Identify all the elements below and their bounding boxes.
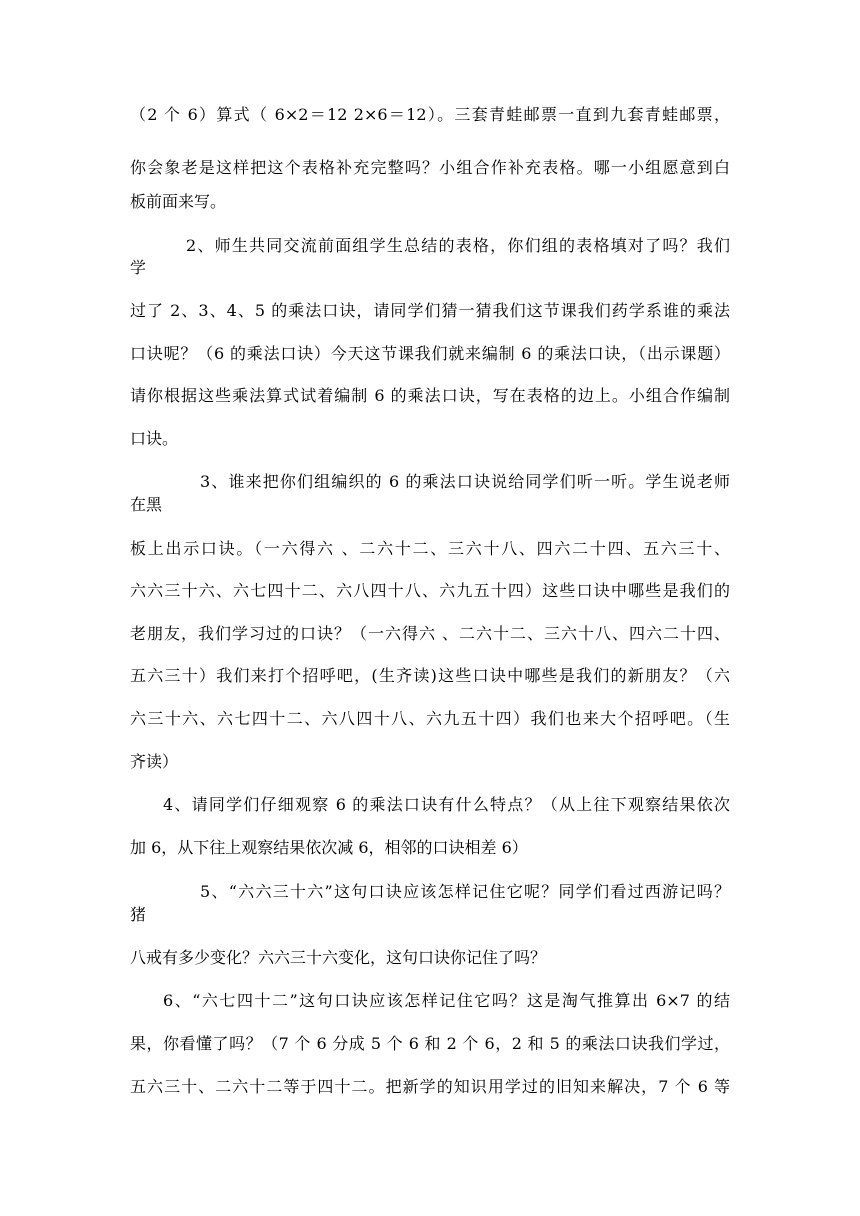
text-line: 4、请同学们仔细观察 6 的乘法口诀有什么特点？（从上往下观察结果依次 xyxy=(163,795,730,814)
text-line: 学 xyxy=(130,258,147,277)
text-line: 5、“六六三十六”这句口诀应该怎样记住它呢？同学们看过西游记吗？ xyxy=(200,882,730,901)
text-line: 六三十六、六七四十二、六八四十八、六九五十四）我们也来大个招呼吧。（生 xyxy=(130,709,730,728)
text-line: 板上出示口诀。（一六得六 、二六十二、三六十八、四六二十四、五六三十、 xyxy=(130,539,730,558)
text-line: 果，你看懂了吗？（7 个 6 分成 5 个 6 和 2 个 6，2 和 5 的乘法口诀我们学过， xyxy=(130,1034,730,1053)
text-line: 请你根据这些乘法算式试着编制 6 的乘法口诀，写在表格的边上。小组合作编制 xyxy=(130,386,730,405)
text-line: 老朋友，我们学习过的口诀？（一六得六 、二六十二、三六十八、四六二十四、 xyxy=(130,624,730,643)
text-line: 6、“六七四十二”这句口诀应该怎样记住它吗？这是淘气推算出 6×7 的结 xyxy=(163,991,730,1010)
text-line: 五六三十、二六十二等于四十二。把新学的知识用学过的旧知来解决，7 个 6 等 xyxy=(130,1077,730,1096)
text-line: 猪 xyxy=(130,905,147,924)
text-line: 在黑 xyxy=(130,495,163,514)
text-line: 板前面来写。 xyxy=(130,192,227,211)
text-line: 2、师生共同交流前面组学生总结的表格，你们组的表格填对了吗？我们 xyxy=(186,236,730,255)
text-line: 齐读） xyxy=(130,752,179,771)
text-line: 五六三十）我们来打个招呼吧，(生齐读)这些口诀中哪些是我们的新朋友？（六 xyxy=(130,666,730,685)
text-line: 口诀。 xyxy=(130,429,179,448)
text-line: 口诀呢？（6 的乘法口诀）今天这节课我们就来编制 6 的乘法口诀，（出示课题） xyxy=(130,344,730,363)
text-line: 你会象老是这样把这个表格补充完整吗？小组合作补充表格。哪一小组愿意到白 xyxy=(130,158,730,177)
text-line: 加 6，从下往上观察结果依次减 6，相邻的口诀相差 6） xyxy=(130,838,528,857)
text-line: 六六三十六、六七四十二、六八四十八、六九五十四）这些口诀中哪些是我们的 xyxy=(130,581,730,600)
text-line: 八戒有多少变化？六六三十六变化，这句口诀你记住了吗？ xyxy=(130,948,547,967)
text-line: （2 个 6）算式（ 6×2＝12 2×6＝12）。三套青蛙邮票一直到九套青蛙邮票， xyxy=(130,105,730,124)
text-line: 3、谁来把你们组编织的 6 的乘法口诀说给同学们听一听。学生说老师 xyxy=(200,472,730,491)
text-line: 过了 2、3、4、5 的乘法口诀，请同学们猜一猜我们这节课我们药学系谁的乘法 xyxy=(130,301,730,320)
